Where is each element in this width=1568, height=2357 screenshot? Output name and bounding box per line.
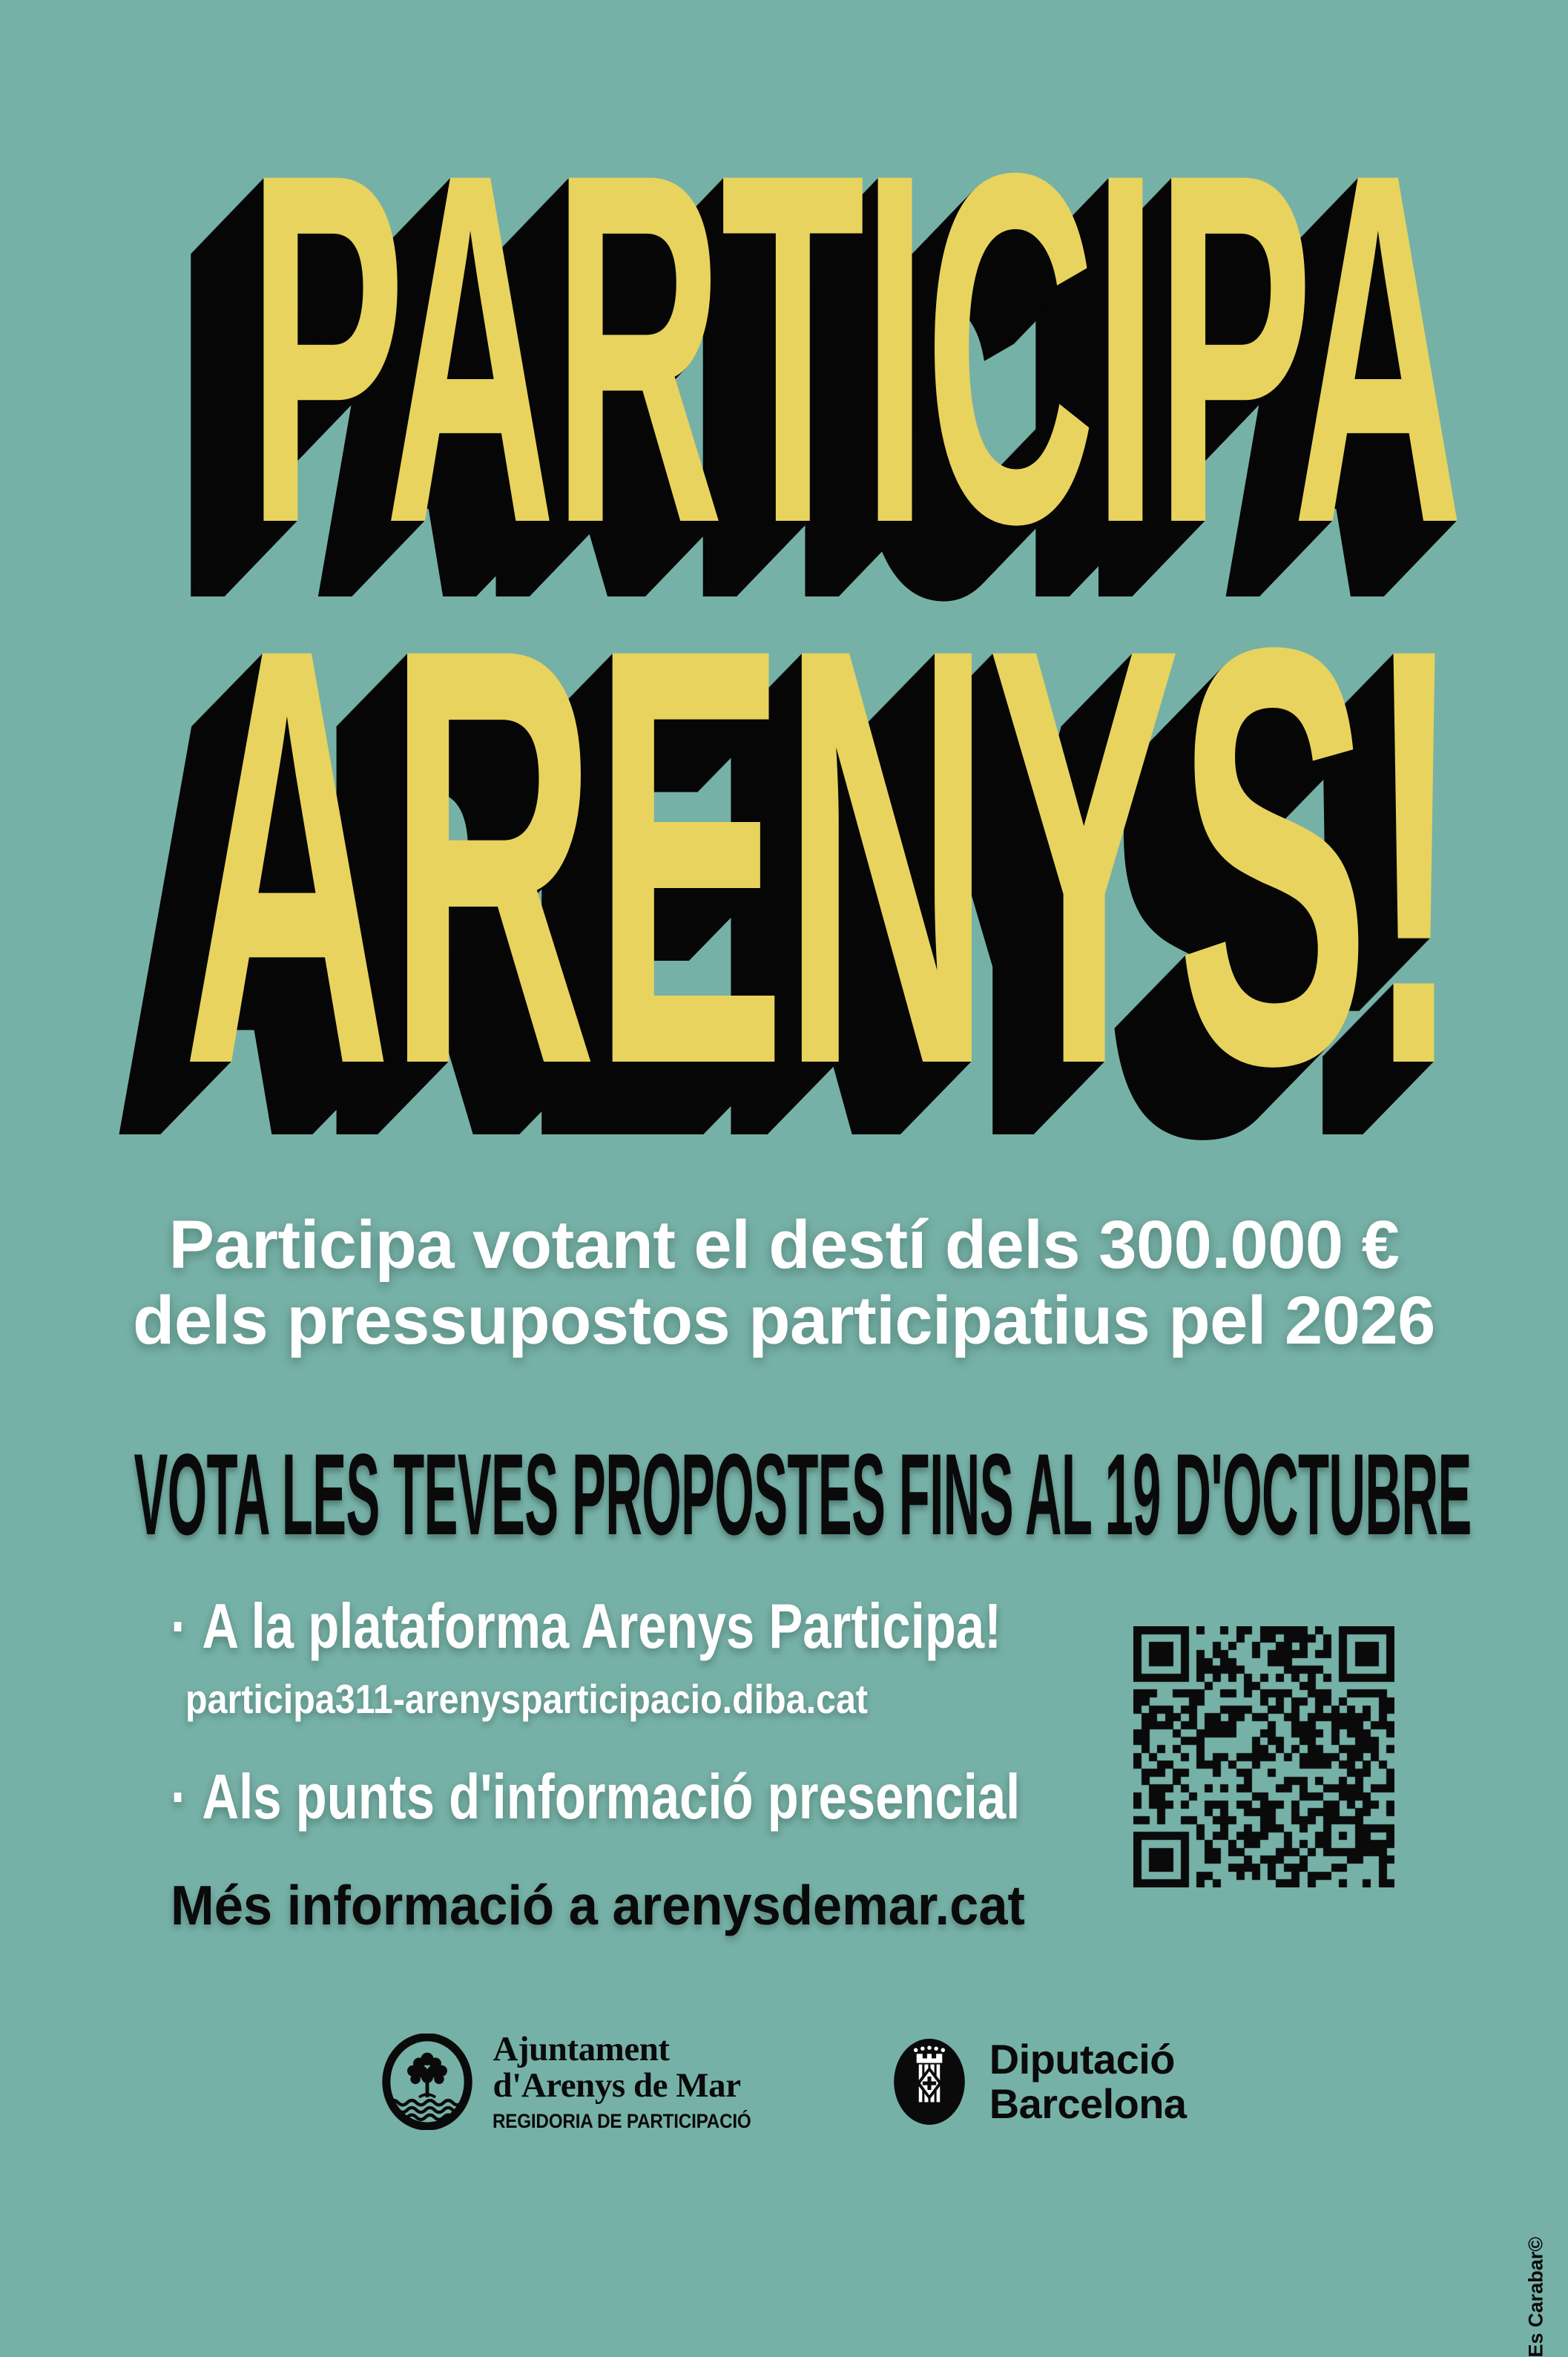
bullet-label-platform: A la plataforma Arenys Participa! [202, 1591, 1002, 1662]
ajuntament-logo-group [381, 2031, 780, 2133]
platform-url: participa311-arenysparticipacio.diba.cat [185, 1676, 869, 1722]
title-line-1-text: PARTICIPA [248, 70, 1461, 627]
ajuntament-name-line-2: d'Arenys de Mar [493, 2065, 741, 2105]
title-line-1 [0, 70, 1568, 627]
subtitle [0, 1207, 1568, 1358]
deadline-headline: VOTA LES TEVES PROPOSTES FINS AL 19 D'OCTUBRE [134, 1430, 1472, 1559]
subtitle-line-1: Participa votant el destí dels 300.000 € [168, 1207, 1400, 1283]
diputacio-emblem-icon [892, 2037, 967, 2126]
ajuntament-seal-icon [381, 2034, 473, 2130]
diputacio-logo-group [892, 2037, 1187, 2127]
bullet-item-info-points [171, 1762, 1021, 1832]
bullet-item-platform [171, 1591, 1002, 1662]
diputacio-name-line-2: Barcelona [989, 2080, 1187, 2128]
deadline-headline-row [0, 1430, 1568, 1559]
ajuntament-department: REGIDORIA DE PARTICIPACIÓ [493, 2109, 752, 2132]
ajuntament-text [493, 2031, 780, 2133]
subtitle-line-2: dels pressupostos participatius pel 2026 [133, 1283, 1435, 1359]
qr-code [1133, 1626, 1394, 1887]
credit-vertical-text: Es Carabar© [1524, 2237, 1546, 2357]
more-info-line: Més informació a arenysdemar.cat [171, 1874, 1026, 1936]
title-line-2-text: ARENYS! [182, 525, 1460, 1188]
diputacio-name-line-1: Diputació [989, 2035, 1175, 2082]
bullet-marker: · [171, 1591, 188, 1662]
ajuntament-name-line-1: Ajuntament [493, 2030, 670, 2068]
title-line-2 [0, 525, 1568, 1188]
bullet-label-info-points: Als punts d'informació presencial [202, 1762, 1021, 1832]
footer-logos [0, 2031, 1568, 2133]
diputacio-text [989, 2037, 1187, 2127]
bullet-marker: · [171, 1762, 188, 1832]
